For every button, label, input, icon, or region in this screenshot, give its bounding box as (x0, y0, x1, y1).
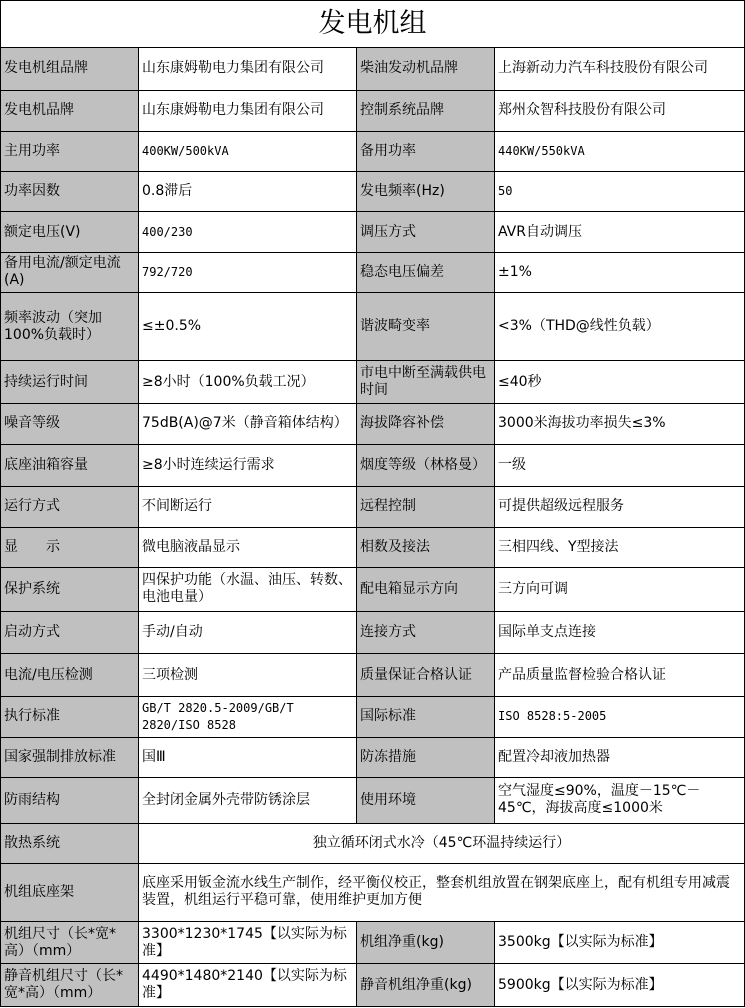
harmonic-distortion-label: 谐波畸变率 (357, 292, 495, 360)
standard-value: GB/T 2820.5-2009/GB/T 2820/ISO 8528 (139, 696, 357, 737)
table-row (1, 252, 745, 292)
silent-weight-value: 5900kg【以实际为标准】 (495, 964, 745, 1007)
engine-brand-label: 柴油发动机品牌 (357, 48, 495, 90)
noise-level-value: 75dB(A)@7米（静音箱体结构） (139, 403, 357, 444)
intl-standard-label: 国际标准 (357, 696, 495, 737)
table-row (1, 696, 745, 737)
standard-label: 执行标准 (1, 696, 139, 737)
connection-mode-value: 国际单支点连接 (495, 612, 745, 654)
chassis-value: 底座采用钣金流水线生产制作，经平衡仪校正，整套机组放置在钢架底座上，配有机组专用减震装置，机组运行平稳可靠，使用维护更加方便 (139, 863, 745, 921)
detection-value: 三项检测 (139, 654, 357, 696)
rainproof-label: 防雨结构 (1, 778, 139, 823)
current-value: 792/720 (139, 252, 357, 292)
table-row (1, 823, 745, 863)
title-row (1, 1, 745, 48)
frequency-label: 发电频率(Hz) (357, 172, 495, 212)
chassis-label: 机组底座架 (1, 863, 139, 921)
smoke-grade-label: 烟度等级（林格曼） (357, 444, 495, 486)
remote-control-label: 远程控制 (357, 487, 495, 527)
table-row (1, 403, 745, 444)
table-row (1, 487, 745, 527)
power-factor-value: 0.8滞后 (139, 172, 357, 212)
rated-voltage-label: 额定电压(V) (1, 212, 139, 252)
frequency-value: 50 (495, 172, 745, 212)
remote-control-value: 可提供超级远程服务 (495, 487, 745, 527)
fuel-tank-value: ≥8小时连续运行需求 (139, 444, 357, 486)
quality-cert-value: 产品质量监督检验合格认证 (495, 654, 745, 696)
table-row (1, 90, 745, 131)
power-factor-label: 功率因数 (1, 172, 139, 212)
table-row (1, 361, 745, 403)
silent-weight-label: 静音机组净重(kg) (357, 964, 495, 1007)
intl-standard-value: ISO 8528:5-2005 (495, 696, 745, 737)
table-row (1, 964, 745, 1007)
current-label: 备用电流/额定电流(A) (1, 252, 139, 292)
alternator-brand-label: 发电机品牌 (1, 90, 139, 131)
start-mode-value: 手动/自动 (139, 612, 357, 654)
table-row (1, 212, 745, 252)
controller-brand-value: 郑州众智科技股份有限公司 (495, 90, 745, 131)
operation-mode-value: 不间断运行 (139, 487, 357, 527)
voltage-deviation-value: ±1% (495, 252, 745, 292)
panel-direction-value: 三方向可调 (495, 567, 745, 611)
rainproof-value: 全封闭金属外壳带防锈涂层 (139, 778, 357, 823)
operation-mode-label: 运行方式 (1, 487, 139, 527)
protection-system-label: 保护系统 (1, 567, 139, 611)
voltage-deviation-label: 稳态电压偏差 (357, 252, 495, 292)
table-row (1, 567, 745, 611)
genset-brand-label: 发电机组品牌 (1, 48, 139, 90)
alternator-brand-value: 山东康姆勒电力集团有限公司 (139, 90, 357, 131)
switchover-time-label: 市电中断至满载供电时间 (357, 361, 495, 403)
standby-power-value: 440KW/550kVA (495, 131, 745, 171)
antifreeze-value: 配置冷却液加热器 (495, 737, 745, 777)
controller-brand-label: 控制系统品牌 (357, 90, 495, 131)
silent-size-label: 静音机组尺寸（长*宽*高）（mm） (1, 964, 139, 1007)
cooling-value: 独立循环闭式水冷（45℃环温持续运行） (139, 823, 745, 863)
switchover-time-value: ≤40秒 (495, 361, 745, 403)
genset-size-label: 机组尺寸（长*宽*高）（mm） (1, 922, 139, 964)
voltage-regulation-value: AVR自动调压 (495, 212, 745, 252)
fuel-tank-label: 底座油箱容量 (1, 444, 139, 486)
genset-weight-value: 3500kg【以实际为标准】 (495, 922, 745, 964)
table-row (1, 778, 745, 823)
smoke-grade-value: 一级 (495, 444, 745, 486)
environment-value: 空气湿度≤90%，温度－15℃－45℃，海拔高度≤1000米 (495, 778, 745, 823)
page-title: 发电机组 (1, 1, 745, 48)
continuous-runtime-label: 持续运行时间 (1, 361, 139, 403)
table-row (1, 292, 745, 360)
prime-power-value: 400KW/500kVA (139, 131, 357, 171)
phase-wiring-label: 相数及接法 (357, 527, 495, 567)
table-row (1, 654, 745, 696)
voltage-regulation-label: 调压方式 (357, 212, 495, 252)
table-row (1, 172, 745, 212)
noise-level-label: 噪音等级 (1, 403, 139, 444)
table-row (1, 612, 745, 654)
genset-size-value: 3300*1230*1745【以实际为标准】 (139, 922, 357, 964)
antifreeze-label: 防冻措施 (357, 737, 495, 777)
detection-label: 电流/电压检测 (1, 654, 139, 696)
engine-brand-value: 上海新动力汽车科技股份有限公司 (495, 48, 745, 90)
prime-power-label: 主用功率 (1, 131, 139, 171)
table-row (1, 863, 745, 921)
panel-direction-label: 配电箱显示方向 (357, 567, 495, 611)
table-row (1, 48, 745, 90)
frequency-fluctuation-value: ≤±0.5% (139, 292, 357, 360)
continuous-runtime-value: ≥8小时（100%负载工况） (139, 361, 357, 403)
table-row (1, 922, 745, 964)
frequency-fluctuation-label: 频率波动（突加100%负载时） (1, 292, 139, 360)
altitude-derating-label: 海拔降容补偿 (357, 403, 495, 444)
cooling-label: 散热系统 (1, 823, 139, 863)
altitude-derating-value: 3000米海拔功率损失≤3% (495, 403, 745, 444)
phase-wiring-value: 三相四线、Y型接法 (495, 527, 745, 567)
emission-standard-label: 国家强制排放标准 (1, 737, 139, 777)
rated-voltage-value: 400/230 (139, 212, 357, 252)
protection-system-value: 四保护功能（水温、油压、转数、电池电量） (139, 567, 357, 611)
genset-brand-value: 山东康姆勒电力集团有限公司 (139, 48, 357, 90)
connection-mode-label: 连接方式 (357, 612, 495, 654)
table-row (1, 444, 745, 486)
table-row (1, 527, 745, 567)
table-row (1, 737, 745, 777)
display-value: 微电脑液晶显示 (139, 527, 357, 567)
start-mode-label: 启动方式 (1, 612, 139, 654)
harmonic-distortion-value: <3%（THD@线性负载） (495, 292, 745, 360)
quality-cert-label: 质量保证合格认证 (357, 654, 495, 696)
table-row (1, 131, 745, 171)
display-label: 显 示 (1, 527, 139, 567)
genset-weight-label: 机组净重(kg) (357, 922, 495, 964)
standby-power-label: 备用功率 (357, 131, 495, 171)
emission-standard-value: 国Ⅲ (139, 737, 357, 777)
environment-label: 使用环境 (357, 778, 495, 823)
silent-size-value: 4490*1480*2140【以实际为标准】 (139, 964, 357, 1007)
